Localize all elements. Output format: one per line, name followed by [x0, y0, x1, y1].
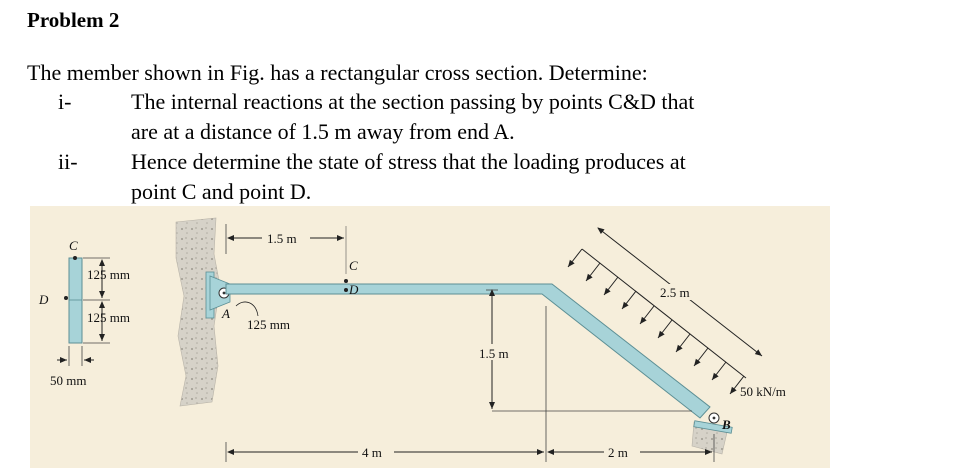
dim-a-to-section: 1.5 m — [267, 231, 297, 246]
dim-horizontal-2: 2 m — [608, 445, 628, 460]
item-text-2 — [131, 147, 686, 207]
item-2-line-2: point C and point D. — [131, 179, 312, 204]
item-number-1: i- — [58, 89, 72, 114]
dim-section-upper: 125 mm — [87, 267, 130, 282]
member-label-a: A — [222, 306, 230, 321]
dim-horizontal-4: 4 m — [362, 445, 382, 460]
problem-intro: The member shown in Fig. has a rectangular cross section. Determine: — [27, 60, 648, 85]
member-figure — [30, 206, 830, 468]
member-point-d — [344, 288, 348, 292]
member-point-c — [344, 279, 348, 283]
item-1-line-2: are at a distance of 1.5 m away from end A. — [131, 119, 515, 144]
member-label-d: D — [349, 282, 359, 297]
section-label-d: D — [39, 292, 49, 307]
dim-section-lower: 125 mm — [87, 310, 130, 325]
problem-title: Problem 2 — [27, 8, 120, 32]
item-2-line-1: Hence determine the state of stress that the loading produces at — [131, 149, 686, 174]
item-1-line-1: The internal reactions at the section passing by points C&D that — [131, 89, 695, 114]
dim-pin-offset: 125 mm — [247, 317, 290, 332]
item-text-1 — [131, 87, 694, 147]
dim-width: 50 mm — [50, 373, 87, 388]
cross-section-rect — [69, 258, 82, 343]
dim-incline: 2.5 m — [660, 285, 690, 300]
dim-height: 1.5 m — [479, 346, 509, 361]
item-number-2: ii- — [58, 149, 78, 174]
load-label: 50 kN/m — [740, 384, 786, 399]
section-point-c — [73, 256, 77, 260]
section-point-d — [64, 296, 68, 300]
member-label-c: C — [349, 258, 358, 273]
section-label-c: C — [69, 238, 78, 253]
member-label-b: B — [722, 417, 731, 432]
